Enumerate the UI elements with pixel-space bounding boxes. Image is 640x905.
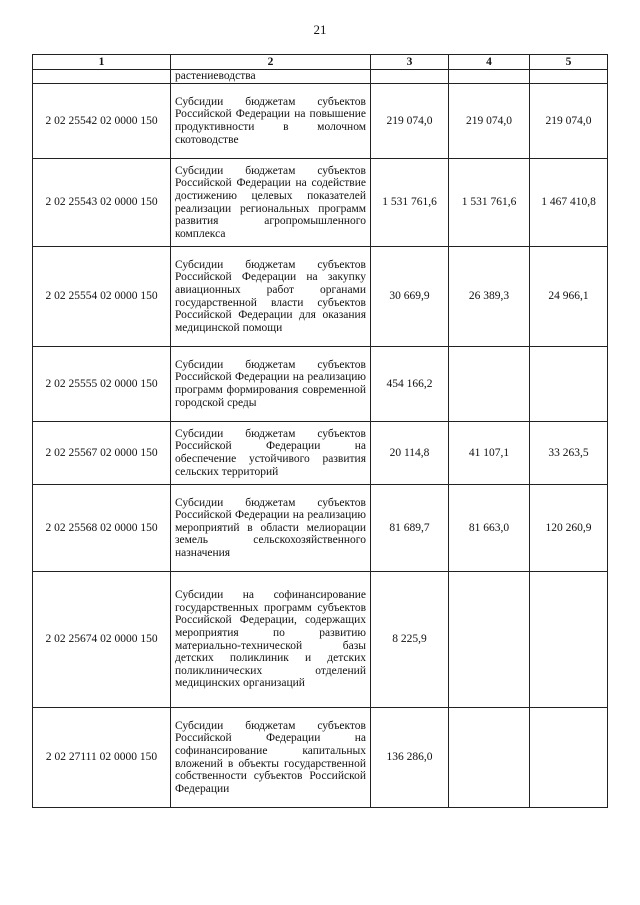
- row-code: 2 02 25567 02 0000 150: [33, 422, 171, 485]
- continuation-v4: [449, 70, 530, 84]
- row-value-5: [530, 572, 608, 708]
- table-row: [33, 708, 608, 808]
- table-row: [33, 422, 608, 485]
- row-code: 2 02 25568 02 0000 150: [33, 485, 171, 572]
- row-value-5: 120 260,9: [530, 485, 608, 572]
- row-code: 2 02 25555 02 0000 150: [33, 347, 171, 422]
- row-description: Субсидии на софинансирование государственных программ субъектов Российской Федерации, содержащих мероприятия по развитию материально-технической базы детских поликлиник и детских поликлинических отделений медицинских организаций: [171, 572, 371, 708]
- row-value-5: 24 966,1: [530, 247, 608, 347]
- continuation-text: растениеводства: [171, 70, 371, 84]
- row-code: 2 02 25674 02 0000 150: [33, 572, 171, 708]
- row-value-3: 20 114,8: [371, 422, 449, 485]
- row-value-3: 81 689,7: [371, 485, 449, 572]
- row-value-4: 26 389,3: [449, 247, 530, 347]
- row-code: 2 02 25543 02 0000 150: [33, 159, 171, 247]
- table-row: [33, 572, 608, 708]
- continuation-v5: [530, 70, 608, 84]
- continuation-row: [33, 70, 608, 84]
- row-value-4: 81 663,0: [449, 485, 530, 572]
- row-value-5: [530, 708, 608, 808]
- header-col-1: 1: [33, 55, 171, 70]
- row-code: 2 02 27111 02 0000 150: [33, 708, 171, 808]
- row-value-3: 454 166,2: [371, 347, 449, 422]
- header-row: [33, 55, 608, 70]
- header-col-3: 3: [371, 55, 449, 70]
- row-description: Субсидии бюджетам субъектов Российской Федерации на реализацию программ формирования современной городской среды: [171, 347, 371, 422]
- row-value-5: [530, 347, 608, 422]
- row-value-3: 30 669,9: [371, 247, 449, 347]
- row-description: Субсидии бюджетам субъектов Российской Федерации на реализацию мероприятий в области мелиорации земель сельскохозяйственного назначения: [171, 485, 371, 572]
- row-code: 2 02 25554 02 0000 150: [33, 247, 171, 347]
- row-value-3: 1 531 761,6: [371, 159, 449, 247]
- header-col-2: 2: [171, 55, 371, 70]
- row-description: Субсидии бюджетам субъектов Российской Федерации на содействие достижению целевых показателей реализации региональных программ развития агропромышленного комплекса: [171, 159, 371, 247]
- table-row: [33, 247, 608, 347]
- row-value-4: 1 531 761,6: [449, 159, 530, 247]
- header-col-5: 5: [530, 55, 608, 70]
- row-value-3: 8 225,9: [371, 572, 449, 708]
- budget-table: [32, 54, 608, 808]
- row-description: Субсидии бюджетам субъектов Российской Федерации на обеспечение устойчивого развития сельских территорий: [171, 422, 371, 485]
- row-value-3: 219 074,0: [371, 84, 449, 159]
- row-description: Субсидии бюджетам субъектов Российской Федерации на софинансирование капитальных вложений в объекты государственной собственности субъектов Российской Федерации: [171, 708, 371, 808]
- row-code: 2 02 25542 02 0000 150: [33, 84, 171, 159]
- row-value-5: 1 467 410,8: [530, 159, 608, 247]
- row-value-4: 41 107,1: [449, 422, 530, 485]
- table-row: [33, 159, 608, 247]
- row-value-4: 219 074,0: [449, 84, 530, 159]
- row-description: Субсидии бюджетам субъектов Российской Федерации на повышение продуктивности в молочном скотоводстве: [171, 84, 371, 159]
- page-number: 21: [313, 22, 327, 37]
- continuation-v3: [371, 70, 449, 84]
- table-row: [33, 485, 608, 572]
- row-value-4: [449, 708, 530, 808]
- row-value-4: [449, 572, 530, 708]
- header-col-4: 4: [449, 55, 530, 70]
- table-row: [33, 347, 608, 422]
- continuation-code: [33, 70, 171, 84]
- table-row: [33, 84, 608, 159]
- row-description: Субсидии бюджетам субъектов Российской Федерации на закупку авиационных работ органами государственной власти субъектов Российской Федерации для оказания медицинской помощи: [171, 247, 371, 347]
- row-value-5: 219 074,0: [530, 84, 608, 159]
- row-value-3: 136 286,0: [371, 708, 449, 808]
- row-value-4: [449, 347, 530, 422]
- row-value-5: 33 263,5: [530, 422, 608, 485]
